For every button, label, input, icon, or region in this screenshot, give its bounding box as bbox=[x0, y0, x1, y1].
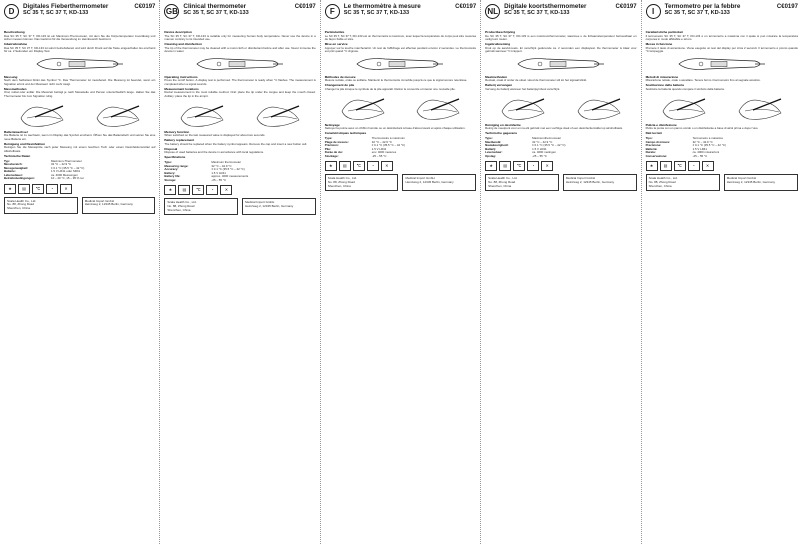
spec-value: ca. 4000 misurazioni bbox=[692, 150, 720, 154]
section bbox=[485, 84, 636, 91]
section-text: Nach dem Selbsttest blinkt das Symbol °C. Das Thermometer ist messbereit. Die Messung ist beendet, wenn ein Signalton ertönt und der Messwert nicht mehr steigt. bbox=[4, 78, 156, 86]
section-heading: Metodi di misurazione bbox=[645, 74, 679, 79]
importer-box: Medical Import GmbH Heinzweg 2, 12345 Berlin, Germany bbox=[563, 174, 637, 191]
spec-value: -25 – 55 °C bbox=[371, 153, 387, 158]
section bbox=[325, 84, 476, 91]
language-badge: I bbox=[646, 4, 661, 19]
product-title: Termometro per la febbre bbox=[664, 3, 741, 10]
body-text bbox=[164, 31, 315, 215]
spec-key: Storage: bbox=[164, 177, 177, 182]
section-heading: Caratteristiche particolari bbox=[645, 30, 684, 34]
bf-icon: ★ bbox=[646, 161, 658, 171]
oral-measurement-figure bbox=[498, 93, 548, 123]
model-number: SC 35 T, SC 37 T, KD-133 bbox=[664, 10, 730, 17]
section-text: The tip of the thermometer may be cleaned with a moist cloth or disinfectant before and after use. Never immerse the device in water. bbox=[164, 45, 316, 54]
thermometer-illustration bbox=[35, 55, 125, 73]
manufacturer-box: Scala Health Co., Ltd. No. 88, Zhong Road Shenzhen, China bbox=[485, 174, 559, 191]
language-badge: D bbox=[4, 4, 19, 19]
column-f bbox=[321, 0, 481, 544]
section bbox=[164, 148, 315, 155]
section-heading: Caractéristiques techniques bbox=[324, 131, 367, 136]
spec-key: Battery: bbox=[164, 170, 176, 175]
section-text: Misurazione rettale, orale o ascellare. Tenere fermo il termometro fino al segnale acustico. bbox=[645, 78, 761, 83]
spec-table bbox=[485, 137, 636, 158]
section bbox=[164, 76, 315, 87]
weee-icon: ✕ bbox=[702, 161, 714, 171]
oral-measurement-figure bbox=[177, 100, 227, 130]
address-block bbox=[4, 197, 155, 214]
importer-box: Medical Import GmbH Heinzweg 2, 12345 Berlin, Germany bbox=[402, 174, 476, 191]
spec-key: Stockage: bbox=[324, 153, 339, 158]
oral-measurement-figure bbox=[735, 93, 785, 123]
section-heading: Dati tecnici bbox=[645, 131, 663, 136]
product-title: Digitales Fieberthermometer bbox=[23, 3, 109, 10]
section-heading: Battery replacement bbox=[164, 138, 195, 143]
symbol-icons bbox=[325, 161, 476, 171]
spec-key: Type: bbox=[164, 160, 172, 165]
section-text: Changer la pile lorsque le symbole de la pile apparaît. Retirer le couvercle et insérer une nouvelle pile. bbox=[324, 86, 456, 91]
column-i bbox=[642, 0, 802, 544]
spec-table bbox=[646, 137, 798, 158]
spec-key: Messbereich: bbox=[4, 162, 23, 167]
spec-value: 1.5 V LR41 bbox=[692, 146, 708, 151]
section bbox=[4, 88, 155, 99]
section-text: Die Batterie ist zu wechseln, wenn im Display das Symbol erscheint. Öffnen Sie das Batteriefach und setzen Sie eine neue Batterie ein. bbox=[4, 133, 156, 141]
humidity-icon: ◔ bbox=[688, 161, 700, 171]
importer-box: Medical Import GmbH Heinzweg 2, 12345 Berlin, Germany bbox=[242, 198, 316, 215]
manufacturer-box: Scala Health Co., Ltd. No. 88, Zhong Road Shenzhen, China bbox=[325, 174, 399, 191]
model-number: SC 35 T, SC 37 T, KD-133 bbox=[23, 10, 89, 17]
address-block bbox=[325, 174, 476, 191]
section bbox=[325, 76, 476, 83]
spec-value: env. 4000 mesures bbox=[371, 150, 397, 154]
column-header bbox=[164, 4, 315, 30]
section bbox=[325, 43, 476, 54]
section bbox=[4, 143, 155, 154]
spec-key: Nauwkeurigheid: bbox=[485, 143, 509, 147]
address-block bbox=[485, 174, 636, 191]
section-heading: Device description bbox=[164, 30, 192, 34]
spec-value: 32 °C – 42.9 °C bbox=[532, 139, 553, 144]
spec-key: Durée de vie: bbox=[324, 150, 343, 154]
section-heading: Productbeschrijving bbox=[485, 30, 516, 34]
section-heading: Disposal bbox=[164, 146, 178, 151]
section-text: Das SC 35 T, SC 37 T, KD-133 ist ein Maximum-Thermometer, mit dem Sie die Körpertemperatur zuverlässig und sicher messen können. Das Gerät ist für die Verwendung im Heimbereich bestimmt. bbox=[4, 33, 156, 42]
spec-key: Messgenauigkeit: bbox=[4, 165, 29, 170]
section bbox=[646, 124, 798, 131]
section-text: Mesure rectale, orale ou axillaire. Maintenir le thermomètre immobile jusqu'à ce que le signal sonore retentisse. bbox=[324, 78, 468, 83]
section-heading: Memory function bbox=[164, 129, 190, 134]
section-heading: Technische Daten bbox=[4, 153, 31, 158]
section bbox=[485, 31, 636, 42]
ce-mark: C€0197 bbox=[134, 4, 156, 10]
section bbox=[646, 84, 798, 91]
spec-value: ± 0.1 °C (35.5 °C – 42 °C) bbox=[211, 167, 245, 172]
language-badge: NL bbox=[485, 4, 500, 19]
column-nl bbox=[481, 0, 641, 544]
spec-key: Battery life: bbox=[164, 174, 181, 179]
section-heading: Messung bbox=[4, 74, 18, 79]
model-number: SC 35 T, SC 37 T, KD-133 bbox=[504, 10, 570, 17]
section bbox=[164, 31, 315, 42]
spec-key: Meetbereik: bbox=[485, 139, 502, 144]
spec-key: Levensduur: bbox=[485, 150, 503, 154]
section bbox=[325, 124, 476, 131]
spec-value: ± 0.1 °C (35.5 °C – 42 °C) bbox=[692, 143, 726, 147]
humidity-icon: ◔ bbox=[527, 161, 539, 171]
bf-icon: ★ bbox=[4, 184, 16, 194]
section bbox=[164, 131, 315, 138]
column-d bbox=[0, 0, 160, 544]
manufacturer-box: Scala Health Co., Ltd. No. 88, Zhong Road Shenzhen, China bbox=[646, 174, 720, 191]
spec-value: approx. 4000 measurements bbox=[211, 174, 249, 179]
section bbox=[4, 155, 155, 159]
section-text: De SC 35 T, SC 37 T, KD-133 is een maximumthermometer, waarmee u de lichaamstemperatuur betrouwbaar en veilig kunt meten. bbox=[485, 33, 637, 42]
section-heading: Batteriewechsel bbox=[4, 129, 28, 134]
body-text bbox=[485, 31, 636, 191]
oral-measurement-figure bbox=[574, 93, 624, 123]
model-number: SC 35 T, SC 37 T, KD-133 bbox=[343, 10, 410, 17]
address-block bbox=[646, 174, 798, 191]
humidity-icon: ◔ bbox=[367, 161, 379, 171]
section-text: Pulire la punta con un panno umido o un disinfettante a base di alcol prima e dopo l'uso. bbox=[645, 126, 759, 131]
product-title: Le thermomètre à mesure bbox=[343, 3, 421, 10]
spec-table bbox=[164, 161, 315, 182]
spec-key: Tipo: bbox=[645, 136, 653, 140]
manufacturer-box: Scala Health Co., Ltd. No. 88, Zhong Road Shenzhen, China bbox=[164, 198, 238, 215]
section bbox=[646, 76, 798, 83]
manual-icon: ▤ bbox=[660, 161, 672, 171]
section-heading: Nettoyage bbox=[324, 122, 340, 127]
section-heading: Inbetriebnahme bbox=[4, 42, 28, 47]
spec-key: Opslag: bbox=[485, 153, 496, 158]
section-heading: Messmethoden bbox=[4, 86, 27, 91]
section bbox=[164, 43, 315, 54]
weee-icon: ✕ bbox=[220, 185, 232, 195]
body-text bbox=[4, 31, 155, 214]
section-text: Vervang de batterij wanneer het batterijsymbool verschijnt. bbox=[485, 86, 561, 91]
spec-key: Typ: bbox=[4, 158, 10, 163]
thermometer-illustration bbox=[195, 55, 285, 73]
spec-value: 1.5 V LR41 bbox=[371, 146, 387, 151]
spec-value: Maximum-Thermometer bbox=[51, 158, 82, 163]
spec-key: Lebensdauer: bbox=[4, 172, 23, 177]
section bbox=[164, 139, 315, 146]
spec-value: 1.5 V LR41 bbox=[532, 146, 547, 151]
section bbox=[646, 31, 798, 42]
spec-value: 1.5 V LR41 bbox=[211, 170, 226, 175]
section bbox=[325, 31, 476, 42]
spec-value: 1.5 V LR41 oder SR41 bbox=[51, 169, 81, 174]
section bbox=[485, 124, 636, 131]
symbol-icons bbox=[485, 161, 636, 171]
humidity-icon: ◔ bbox=[206, 185, 218, 195]
product-title: Clinical thermometer bbox=[183, 3, 247, 10]
spec-value: ± 0.1 °C (35.5 °C – 42 °C) bbox=[371, 143, 406, 147]
section-heading: Specifications bbox=[164, 155, 186, 160]
oral-measurement-figure bbox=[17, 100, 67, 130]
section-heading: Technische gegevens bbox=[485, 131, 518, 136]
section-text: The SC 35 T, SC 37 T, KD-133 is suitable only for measuring human body temperature. Never use the device in a manner contrary to its intended use. bbox=[164, 33, 316, 42]
oral-measurement-figure bbox=[338, 93, 388, 123]
section-heading: Reiniging en desinfectie bbox=[485, 122, 521, 127]
model-number: SC 35 T, SC 37 T, KD-133 bbox=[183, 10, 249, 17]
section bbox=[4, 31, 155, 42]
spec-key: Précision: bbox=[324, 143, 339, 147]
oral-measurement-figure bbox=[659, 93, 709, 123]
spec-key: Conservazione: bbox=[645, 153, 668, 158]
section-heading: Pulizia e disinfezione bbox=[645, 122, 677, 127]
spec-key: Measuring range: bbox=[164, 163, 189, 168]
spec-value: 32 °C – 42.9 °C bbox=[692, 139, 713, 144]
body-text bbox=[325, 31, 476, 191]
manual-icon: ▤ bbox=[339, 161, 351, 171]
section-text: Premere il tasto di accensione. Viene eseguito un test del display per circa 2 secondi. Il termometro è pronto quando °C lampeggia. bbox=[645, 45, 798, 54]
section-heading: Changement de pile bbox=[324, 83, 355, 88]
section bbox=[485, 76, 636, 83]
section-heading: Ingebruikneming bbox=[485, 42, 511, 47]
weee-icon: ✕ bbox=[60, 184, 72, 194]
section-text: Dispose of used batteries and the device in accordance with local regulations. bbox=[164, 150, 264, 155]
section-text: When switched on the last measured value is displayed for about two seconds. bbox=[164, 133, 266, 138]
weee-icon: ✕ bbox=[381, 161, 393, 171]
spec-value: -25 – 55 °C bbox=[692, 153, 708, 158]
temp-icon: ℃ bbox=[32, 184, 44, 194]
section-text: The battery should be replaced when the battery symbol appears. Remove the cap and insert a new button cell. bbox=[164, 141, 308, 146]
ce-mark: C€0197 bbox=[776, 4, 798, 10]
ce-mark: C€0197 bbox=[615, 4, 637, 10]
column-header bbox=[485, 4, 636, 30]
section-heading: Meetmethoden bbox=[485, 74, 508, 79]
section-heading: Beschreibung bbox=[4, 30, 25, 34]
section-heading: Batterij vervangen bbox=[485, 83, 513, 88]
spec-key: Campo di misura: bbox=[645, 139, 670, 144]
spec-key: Pile: bbox=[324, 146, 331, 151]
spec-key: Durata: bbox=[645, 150, 656, 154]
section-text: Il termometro SC 35 T, SC 37 T, KD-133 è un termometro a massima con il quale si può misurare la temperatura corporea in modo affidabile e sicuro. bbox=[645, 33, 798, 42]
section-text: Nettoyer la pointe avec un chiffon humide ou un désinfectant à base d'alcool avant et après chaque utilisation. bbox=[324, 126, 466, 131]
spec-value: 10 – 40 °C, 15 – 95 % rel. bbox=[51, 176, 85, 181]
bf-icon: ★ bbox=[325, 161, 337, 171]
humidity-icon: ◔ bbox=[46, 184, 58, 194]
spec-value: 32 °C – 42.9 °C bbox=[51, 162, 72, 167]
section-text: Reinigen Sie die Messspitze nach jeder Messung mit einem feuchten Tuch oder einem Desinfektionsmittel auf Alkoholbasis. bbox=[4, 145, 156, 153]
spec-value: ca. 4000 Messungen bbox=[51, 172, 78, 177]
spec-key: Precisione: bbox=[645, 143, 662, 147]
section bbox=[646, 43, 798, 54]
symbol-icons bbox=[646, 161, 798, 171]
product-title: Digitale koortsthermometer bbox=[504, 3, 587, 10]
spec-value: Maximumthermometer bbox=[532, 136, 562, 140]
section-heading: Particularités bbox=[324, 30, 345, 34]
section-text: Press the on/off button. A display test is performed. The thermometer is ready when °C flashes. The measurement is completed when a signal sounds. bbox=[164, 78, 316, 86]
spec-value: ca. 4000 metingen bbox=[532, 150, 556, 154]
section-text: Druk op de aan/uit-toets. Er verschijnt gedurende ca. 2 seconden een displaytest. De thermometer is klaar voor gebruik wanneer °C knippert. bbox=[485, 45, 637, 54]
section-heading: Méthodes de mesure bbox=[324, 74, 356, 79]
section-text: Appuyer sur la touche marche/arrêt. Un test de l'affichage est effectué pendant environ 2 secondes. Le thermomètre est prêt quand °C clignote. bbox=[324, 45, 477, 54]
weee-icon: ✕ bbox=[541, 161, 553, 171]
column-header bbox=[646, 4, 798, 30]
spec-value: 32 °C – 42.9 °C bbox=[371, 139, 392, 144]
manual-icon: ▤ bbox=[499, 161, 511, 171]
section-text: Rectal measurement is the most reliable method. Oral: place the tip under the tongue and keep the mouth closed. Axillary: place the tip in the armpit. bbox=[164, 90, 316, 98]
language-badge: GB bbox=[164, 4, 179, 19]
column-gb bbox=[160, 0, 320, 544]
spec-value: 32 °C – 42.9 °C bbox=[211, 163, 232, 168]
spec-key: Type: bbox=[485, 136, 493, 140]
oral-measurement-figure bbox=[253, 100, 303, 130]
spec-value: ± 0.1 °C (35.5 °C – 42 °C) bbox=[532, 143, 566, 147]
temp-icon: ℃ bbox=[674, 161, 686, 171]
spec-value: ± 0.1 °C (35.5 °C – 42 °C) bbox=[51, 165, 85, 170]
spec-value: -25 – 55 °C bbox=[532, 153, 547, 158]
oral-measurement-figure bbox=[413, 93, 463, 123]
importer-box: Medical Import GmbH Heinzweg 2, 12345 Berlin, Germany bbox=[82, 197, 156, 214]
thermometer-illustration bbox=[516, 55, 606, 73]
section-heading: Sostituzione della batteria bbox=[645, 83, 684, 88]
section bbox=[164, 88, 315, 99]
spec-key: Batteria: bbox=[645, 146, 658, 151]
manufacturer-box: Scala Health Co., Ltd. No. 88, Zhong Road Shenzhen, China bbox=[4, 197, 78, 214]
bf-icon: ★ bbox=[485, 161, 497, 171]
section-text: Sostituire la batteria quando compare il simbolo della batteria. bbox=[645, 86, 725, 91]
section-text: Oral, rektal oder axillar. Die Messzeit beträgt je nach Messstelle und Person unterschiedlich lange. Halten Sie das Thermometer bis zum Signalton ruhig. bbox=[4, 90, 156, 98]
section-heading: Messa in funzione bbox=[645, 42, 673, 47]
spec-key: Accuracy: bbox=[164, 167, 179, 172]
symbol-icons bbox=[4, 184, 155, 194]
oral-measurement-figure bbox=[93, 100, 143, 130]
language-badge: F bbox=[325, 4, 340, 19]
spec-table bbox=[325, 137, 476, 158]
section-heading: Measurement locations bbox=[164, 86, 199, 91]
spec-value: Thermomètre à maximum bbox=[371, 136, 405, 140]
spec-value: Maximum thermometer bbox=[211, 160, 242, 165]
temp-icon: ℃ bbox=[192, 185, 204, 195]
spec-key: Plage de mesure: bbox=[324, 139, 349, 144]
symbol-icons bbox=[164, 185, 315, 195]
spec-key: Betriebsbedingungen: bbox=[4, 176, 35, 181]
address-block bbox=[164, 198, 315, 215]
spec-table bbox=[4, 160, 155, 181]
column-header bbox=[4, 4, 155, 30]
section bbox=[4, 131, 155, 142]
ce-mark: C€0197 bbox=[294, 4, 316, 10]
manual-icon: ▤ bbox=[18, 184, 30, 194]
body-text bbox=[646, 31, 798, 191]
spec-value: -25 – 55 °C bbox=[211, 177, 227, 182]
ce-mark: C€0197 bbox=[455, 4, 477, 10]
temp-icon: ℃ bbox=[353, 161, 365, 171]
thermometer-illustration bbox=[355, 55, 445, 73]
section-heading: Operating instructions bbox=[164, 74, 198, 79]
temp-icon: ℃ bbox=[513, 161, 525, 171]
section-text: Das SC 35 T, SC 37 T, KD-133 ist sofort betriebsbereit und wird durch Druck auf die Taste eingeschaltet. Es erscheint für ca. 2 Sekunden ein Display-Test. bbox=[4, 45, 156, 54]
section-text: Le SC 35 T, SC 37 T, KD-133 est un thermomètre à maximum, avec lequel la température du corps peut être mesurée de façon fiable et sûre. bbox=[324, 33, 477, 42]
bf-icon: ★ bbox=[164, 185, 176, 195]
section-text: Reinig de meetpunt voor en na elk gebruik met een vochtige doek of een desinfectiemiddel op alcoholbasis. bbox=[485, 126, 623, 131]
section bbox=[485, 43, 636, 54]
spec-value: Termometro a massima bbox=[692, 136, 723, 140]
manual-icon: ▤ bbox=[178, 185, 190, 195]
section bbox=[4, 43, 155, 54]
section bbox=[4, 76, 155, 87]
column-header bbox=[325, 4, 476, 30]
thermometer-illustration bbox=[677, 55, 767, 73]
section-heading: Reinigung und Desinfektion bbox=[4, 141, 46, 146]
section-heading: Mise en service bbox=[324, 42, 348, 47]
spec-key: Type: bbox=[324, 136, 333, 140]
importer-box: Medical Import GmbH Heinzweg 2, 12345 Berlin, Germany bbox=[724, 174, 798, 191]
spec-key: Batterie: bbox=[4, 169, 16, 174]
spec-key: Batterij: bbox=[485, 146, 497, 151]
section-text: Rectaal, oraal of onder de oksel. Houd de thermometer stil tot het signaal klinkt. bbox=[485, 78, 588, 83]
section-heading: Cleaning and disinfection bbox=[164, 42, 203, 47]
